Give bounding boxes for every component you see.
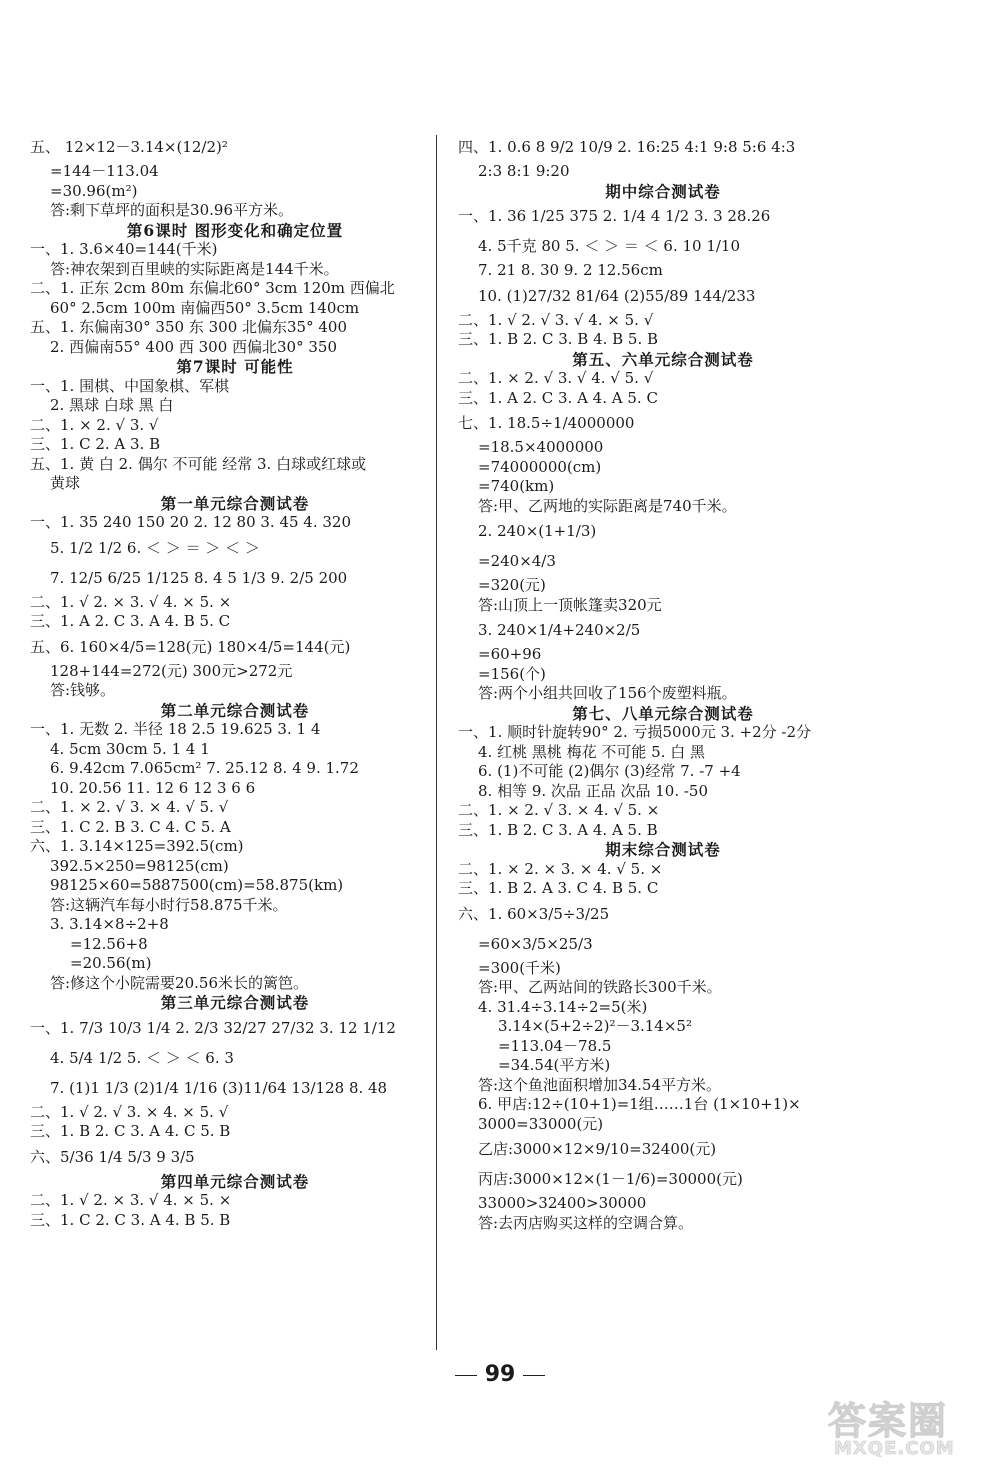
answer-line: 6. 甲店:12÷(10+1)=1组……1台 (1×10+1)× <box>478 1095 801 1113</box>
answer-line: 4. 31.4÷3.14÷2=5(米) <box>478 997 648 1016</box>
answer-line: 4. 5cm 30cm 5. 1 4 1 <box>50 739 210 758</box>
answer-line: 10. (1)27/32 81/64 (2)55/89 144/233 <box>478 286 756 305</box>
answer-line: =18.5×4000000 <box>478 438 604 456</box>
answer-line: 五、1. 黄 白 2. 偶尔 不可能 经常 3. 白球或红球或 <box>30 454 367 473</box>
answer-line: 答:修这个小院需要20.56米长的篱笆。 <box>50 973 308 992</box>
answer-line: 答:两个小组共回收了156个废塑料瓶。 <box>478 684 737 702</box>
answer-line: 6. (1)不可能 (2)偶尔 (3)经常 7. -7 +4 <box>478 762 741 780</box>
answer-line: 一、1. 7/3 10/3 1/4 2. 2/3 32/27 27/32 3. 12 1/12 <box>30 1018 396 1037</box>
answer-line: 答:去丙店购买这样的空调合算。 <box>478 1213 694 1232</box>
answer-line: 33000>32400>30000 <box>478 1194 647 1212</box>
answer-line: 5. 1/2 1/2 6. ＜ ＞ ＝ ＞ ＜ ＞ <box>50 538 260 557</box>
answer-line: =12.56+8 <box>70 934 148 953</box>
answer-line: 二、1. × 2. √ 3. × 4. √ 5. √ <box>30 798 229 816</box>
answer-line: 4. 5/4 1/2 5. ＜ ＞ ＜ 6. 3 <box>50 1048 234 1067</box>
answer-line: 4. 5千克 80 5. ＜ ＞ ＝ ＜ 6. 10 1/10 <box>478 237 741 255</box>
answer-line: 7. 21 8. 30 9. 2 12.56cm <box>478 261 663 279</box>
answer-line: 三、1. B 2. C 3. A 4. A 5. B <box>458 820 658 839</box>
answer-line: =144－113.04 <box>50 162 159 180</box>
dash-left <box>455 1375 477 1376</box>
answer-line: 答:这辆汽车每小时行58.875千米。 <box>50 895 288 914</box>
section-heading: 第二单元综合测试卷 <box>160 700 310 720</box>
right-column <box>458 132 868 1233</box>
section-heading: 期中综合测试卷 <box>605 181 721 201</box>
answer-line: 7. 12/5 6/25 1/125 8. 4 5 1/3 9. 2/5 200 <box>50 568 348 587</box>
answer-line: 3.14×(5+2÷2)²－3.14×5² <box>498 1017 692 1035</box>
answer-line: 一、1. 36 1/25 375 2. 1/4 4 1/2 3. 3 28.26 <box>458 207 771 225</box>
answer-line: =320(元) <box>478 576 546 594</box>
site-watermark <box>828 1390 988 1465</box>
answer-line: 二、1. × 2. × 3. × 4. √ 5. × <box>458 859 663 878</box>
answer-line: 六、1. 60×3/5÷3/25 <box>458 904 610 923</box>
answer-line: 一、1. 围棋、中国象棋、军棋 <box>30 376 230 395</box>
answer-line: 七、1. 18.5÷1/4000000 <box>458 414 635 432</box>
answer-line: 一、1. 无数 2. 半径 18 2.5 19.625 3. 1 4 <box>30 720 321 738</box>
answer-line: 二、1. × 2. √ 3. √ <box>30 415 159 434</box>
answer-line: 答:剩下草坪的面积是30.96平方米。 <box>50 201 293 219</box>
answer-line: 一、1. 3.6×40=144(千米) <box>30 240 218 258</box>
section-heading: 第五、六单元综合测试卷 <box>572 349 754 369</box>
section-heading: 第四单元综合测试卷 <box>160 1171 310 1191</box>
section-heading: 第一单元综合测试卷 <box>160 493 310 513</box>
answer-line: =156(个) <box>478 664 546 683</box>
answer-line: 三、1. C 2. B 3. C 4. C 5. A <box>30 817 231 836</box>
page-number <box>0 1362 1000 1387</box>
answer-line: 二、1. √ 2. √ 3. √ 4. × 5. √ <box>458 310 654 329</box>
answer-line: 四、1. 0.6 8 9/2 10/9 2. 16:25 4:1 9:8 5:6 4:3 <box>458 138 796 156</box>
answer-line: 二、1. × 2. √ 3. √ 4. √ 5. √ <box>458 369 654 387</box>
answer-line: 7. (1)1 1/3 (2)1/4 1/16 (3)11/64 13/128 8. 48 <box>50 1078 388 1097</box>
answer-line: 3000=33000(元) <box>478 1114 604 1133</box>
answer-line: =300(千米) <box>478 958 561 977</box>
answer-line: 2:3 8:1 9:20 <box>478 162 570 180</box>
answer-line: 三、1. B 2. A 3. C 4. B 5. C <box>458 879 659 897</box>
answer-line: =34.54(平方米) <box>498 1056 611 1074</box>
answer-line: =20.56(m) <box>70 954 152 972</box>
answer-line: 五、6. 160×4/5=128(元) 180×4/5=144(元) <box>30 637 351 656</box>
section-heading: 第七、八单元综合测试卷 <box>572 703 754 723</box>
page-number-text: 99 <box>484 1362 516 1387</box>
section-heading: 第6课时 图形变化和确定位置 <box>126 220 344 240</box>
answer-line: =74000000(cm) <box>478 457 602 476</box>
answer-line: =740(km) <box>478 477 555 495</box>
answer-line: 2. 西偏南55° 400 西 300 西偏北30° 350 <box>50 337 337 356</box>
answer-line: 392.5×250=98125(cm) <box>50 856 229 875</box>
answer-line: 五、1. 东偏南30° 350 东 300 北偏东35° 400 <box>30 318 347 336</box>
answer-line: 2. 黑球 白球 黑 白 <box>50 396 174 414</box>
answer-line: 三、1. B 2. C 3. B 4. B 5. B <box>458 330 659 348</box>
answer-line: 二、1. √ 2. × 3. √ 4. × 5. × <box>30 592 232 611</box>
answer-line: 3. 240×1/4+240×2/5 <box>478 621 641 639</box>
answer-line: 8. 相等 9. 次品 正品 次品 10. -50 <box>478 781 709 800</box>
answer-line: 二、1. 正东 2cm 80m 东偏北60° 3cm 120m 西偏北 <box>30 279 395 297</box>
answer-line: 3. 3.14×8÷2+8 <box>50 915 169 933</box>
answer-line: 二、1. √ 2. × 3. √ 4. × 5. × <box>30 1191 232 1209</box>
section-heading: 期末综合测试卷 <box>605 840 721 859</box>
answer-line: 答:山顶上一顶帐篷卖320元 <box>478 595 662 614</box>
answer-line: 六、5/36 1/4 5/3 9 3/5 <box>30 1147 195 1166</box>
answer-line: 答:甲、乙两站间的铁路长300千米。 <box>478 978 722 996</box>
answer-line: =240×4/3 <box>478 552 556 570</box>
answer-line: 五、 12×12－3.14×(12/2)² <box>30 138 228 156</box>
answer-line: 98125×60=5887500(cm)=58.875(km) <box>50 876 344 894</box>
answer-line: 乙店:3000×12×9/10=32400(元) <box>478 1140 717 1158</box>
watermark-logo-text: 答案圈 <box>828 1399 949 1443</box>
answer-line: =60×3/5×25/3 <box>478 934 593 953</box>
answer-line: 三、1. A 2. C 3. A 4. B 5. C <box>30 612 231 630</box>
answer-line: 128+144=272(元) 300元>272元 <box>50 661 293 680</box>
answer-line: 一、1. 35 240 150 20 2. 12 80 3. 45 4. 320 <box>30 513 352 531</box>
watermark-url-text: MXQE.COM <box>834 1438 955 1459</box>
left-column <box>30 132 440 1230</box>
answer-line: 六、1. 3.14×125=392.5(cm) <box>30 837 244 855</box>
answer-line: 黄球 <box>50 474 81 492</box>
section-heading: 第7课时 可能性 <box>176 357 294 376</box>
dash-right <box>523 1375 545 1376</box>
answer-line: 二、1. × 2. √ 3. × 4. √ 5. × <box>458 801 660 819</box>
answer-line: 2. 240×(1+1/3) <box>478 522 597 540</box>
answer-line: 答:神农架到百里峡的实际距离是144千米。 <box>50 259 339 278</box>
answer-line: =30.96(m²) <box>50 181 138 200</box>
answer-line: 三、1. B 2. C 3. A 4. C 5. B <box>30 1122 231 1140</box>
answer-line: 4. 红桃 黑桃 梅花 不可能 5. 白 黑 <box>478 742 706 761</box>
section-heading: 第三单元综合测试卷 <box>160 993 310 1012</box>
answer-line: 答:这个鱼池面积增加34.54平方米。 <box>478 1075 721 1094</box>
answer-line: 三、1. C 2. C 3. A 4. B 5. B <box>30 1210 231 1229</box>
answer-line: 三、1. C 2. A 3. B <box>30 435 161 453</box>
answer-line: 6. 9.42cm 7.065cm² 7. 25.12 8. 4 9. 1.72 <box>50 759 359 777</box>
answer-line: 10. 20.56 11. 12 6 12 3 6 6 <box>50 778 256 797</box>
answer-line: 一、1. 顺时针旋转90° 2. 亏损5000元 3. +2分 -2分 <box>458 723 812 741</box>
answer-line: 丙店:3000×12×(1－1/6)=30000(元) <box>478 1170 743 1188</box>
column-divider <box>436 135 437 1350</box>
answer-line: 三、1. A 2. C 3. A 4. A 5. C <box>458 388 658 407</box>
answer-line: 答:钱够。 <box>50 681 116 699</box>
answer-line: =113.04－78.5 <box>498 1036 612 1055</box>
answer-line: =60+96 <box>478 645 542 663</box>
answer-line: 答:甲、乙两地的实际距离是740千米。 <box>478 496 737 515</box>
answer-line: 60° 2.5cm 100m 南偏西50° 3.5cm 140cm <box>50 298 360 317</box>
answer-line: 二、1. √ 2. √ 3. × 4. × 5. √ <box>30 1102 229 1121</box>
